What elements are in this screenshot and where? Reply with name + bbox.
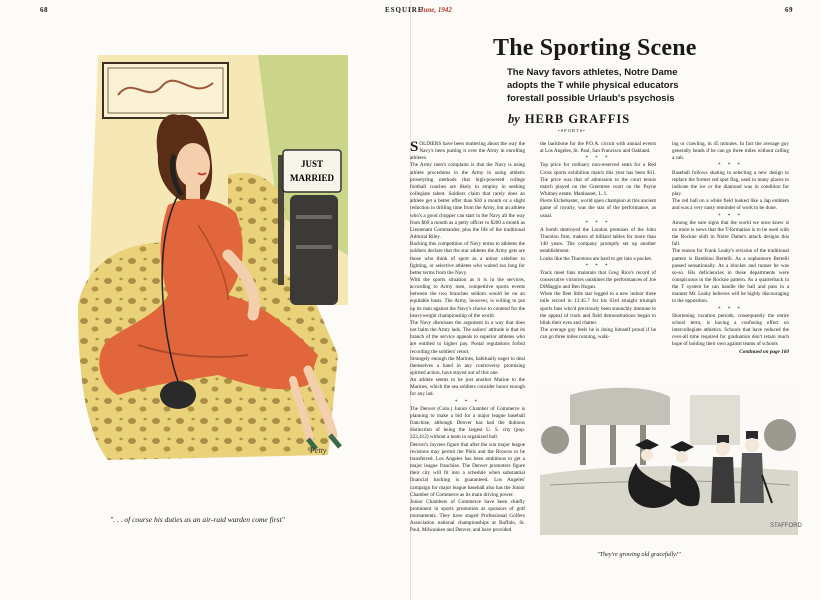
paragraph: Pierre Etchebaster, world open champion at this ancient game of royalty, was the star of the performance, as usual. (540, 198, 656, 219)
pinup-illustration (78, 55, 348, 470)
paragraph: With the sports situation as it is in the services, according to Army men, competitive sports events between the two branches seldom would be on an equitable basis. The Army, however, is willing to put up its man against the Navy's choice to contend for the heavyweight championship of the world. (410, 276, 525, 319)
svg-text:JUST: JUST (300, 159, 324, 169)
paragraph: Baseball follows skating in selecting a new design to replace the former red spot flag, used in many places to indicate the ice or the diamond was in condition for play. (672, 169, 789, 198)
section-separator: * * * (585, 156, 611, 162)
paragraph: The Denver (Colo.) Junior Chamber of Commerce is planning to make a bid for a major league baseball franchise, although Denver has had the dubious distinction of being the largest U. S. city (pop. 322,412) without a team in organized ball. (410, 405, 525, 441)
paragraph: Strangely enough the Marines, habitually eager to deal themselves a hand in any controversy promising spirited action, have stayed out of this one. (410, 355, 525, 376)
paragraph: Junior Chambers of Commerce have been chiefly prominent in sports promotion as sponsors of golf tournaments. They have staged Professional Golfers Association national championships at Buffalo, St. Paul, Milwaukee and Denver, and have provided (410, 498, 525, 534)
just-married-sign (283, 150, 341, 192)
paragraph: Shortening vacation periods, consequently the entire school term, is having a confusing effect on intercollegiate athletics. Schools that have reduced the over-all time required for graduation don't retain much hope of holding their own against teams of schools (672, 312, 789, 348)
graduation-cartoon (540, 385, 802, 535)
svg-text:MARRIED: MARRIED (290, 173, 334, 183)
paragraph: Track meet fans maintain that Greg Rice's record of consecutive victories outshines the performances of Joe DiMaggio and Ben Hogan. (540, 269, 656, 291)
cartoon-caption: "They're growing old gracefully!" (597, 551, 681, 558)
byline (508, 112, 630, 127)
paragraph: the backbone for the P.O.A. circuit with annual events at Los Angeles, St. Paul, San Francisco and Oakland. (540, 141, 656, 155)
continued-note: Continued on page 160 (739, 348, 789, 355)
article-column-1 (410, 141, 525, 535)
section-separator: * * * (718, 213, 743, 219)
paragraph: Top price for ordinary non-reserved seats for a Red Cross sports exhibition match this year has been $11. The price was that of admission to the court tennis match played on the Greentree court on the Payne Whitney estate, Manhasset, L. I. (540, 162, 656, 198)
section-separator: * * * (718, 306, 743, 312)
left-illustration-caption: ". . . of course his duties as an air-raid warden come first" (110, 515, 285, 524)
author-name: HERB GRAFFIS (524, 112, 631, 126)
paragraph: The Army men's complaint is that the Navy is using athlete procedures in the Army in using athletic proselyting methods that high-powered college football coaches are likely to employ in seeking collegiate talent. Soldiers claim that rarely does an athlete get a better offer than $30 a month or a slight reduction in drilling time from the Army, but an athlete who's a good chopper can start in the Navy all the way from $60 a month as a petty officer to $200 a month as Lieutenant Commander, plus the life of the traditional Admiral Riley. (410, 162, 525, 241)
cartoon-signature: STAFFORD (770, 523, 802, 529)
paragraph: SOLDIERS have been muttering about the way the Navy's been putting it over the Army in enrolling athletes. (410, 139, 525, 162)
paragraph: The reason for Frank Leahy's revision of the traditional pattern is Bambino Bertelli. As a sophomore Bertelli passed sensationally. As a blocker and runner he was so-so. His deficiencies in these departments were conspicuous in the Rockne pattern. As a quarterback in the T system he can handle the ball and pass in a manner Mr. Leahy believes will be highly discouraging to the opposition. (672, 248, 789, 305)
byline-prefix: by (508, 112, 520, 126)
article-column-2 (540, 141, 656, 341)
paragraph: ing or crawling, in 45 minutes. In fact the average guy generally heads if he can go three miles without calling a cab. (672, 141, 789, 162)
paragraph: The average guy feels he is doing himself proud if he can go three miles running, walk- (540, 327, 656, 341)
right-page-number: 69 (785, 6, 793, 14)
paragraph: Looks like the Thurstons are hard to get into a pocket. (540, 255, 653, 262)
paragraph: A bomb destroyed the London premises of the John Thurston firm, makers of billiard tables for more than 140 years. The company promptly set up another establishment. (540, 226, 656, 255)
section-label: •SPORTS• (558, 128, 586, 133)
paragraph: Denver's Jaycees figure that after the war major league revisions may permit the Phils and the Browns to be transferred. Los Angeles has been ambitious to get a major league franchise. The Denver promoters figure their city will fit into a schedule when substantial financial backing is guaranteed. Los Angeles' campaign for major league baseball also has the Junior Chamber of Commerce as its main driving power. (410, 441, 525, 498)
article-deck: The Navy favors athletes, Notre Dame adopts the T while physical educators forestall possible Urlaub's psychosis (507, 67, 679, 104)
drop-cap: S (410, 139, 419, 155)
paragraph: The red ball on a white field looked like a Jap emblem and was a very nasty reminder of work to be done. (672, 198, 789, 212)
artist-signature: Petty (310, 446, 327, 455)
left-page-number: 68 (40, 6, 48, 14)
article-title: The Sporting Scene (493, 35, 697, 61)
section-separator: * * * (585, 263, 611, 269)
paragraph: An athlete seems to be just another Marine to the Marines, which the sea soldiers consider honor enough for any lad. (410, 377, 525, 398)
section-separator: * * * (585, 220, 611, 226)
paragraph: Backing this competition of Navy terms to athletes the soldiers declare that the star athletes the Army gets are those who think of sport as a minor sideline to fighting, or selective athletes who waited too long for better terms from the Navy. (410, 241, 525, 276)
masthead: ESQUIRE (385, 6, 424, 14)
paragraph: Among the sure signs that the world we once knew is no more is news that the T-formation is to be used with the Rockne shift in Notre Dame's attack designs this fall. (672, 219, 789, 248)
paragraph: The Navy dismisses the argument in a way that does not balm the Army lads. The sailors' attitude is that its branch of the service appeals to superior athletes who are entitled to higher pay. Postal regulations forbid recording the soldiers' retort. (410, 319, 525, 355)
paragraph: When the fleet little star legged to a new indoor three mile record in 13:45.7 for his 63rd straight triumph sports fans who'd previously been staunchly immune to the appeal of track and field demonstrations began to blink their eyes and chatter. (540, 291, 656, 326)
section-separator: * * * (718, 163, 743, 169)
section-separator: * * * (455, 399, 480, 405)
issue-date: June, 1942 (420, 6, 452, 14)
article-column-3 (672, 141, 789, 356)
